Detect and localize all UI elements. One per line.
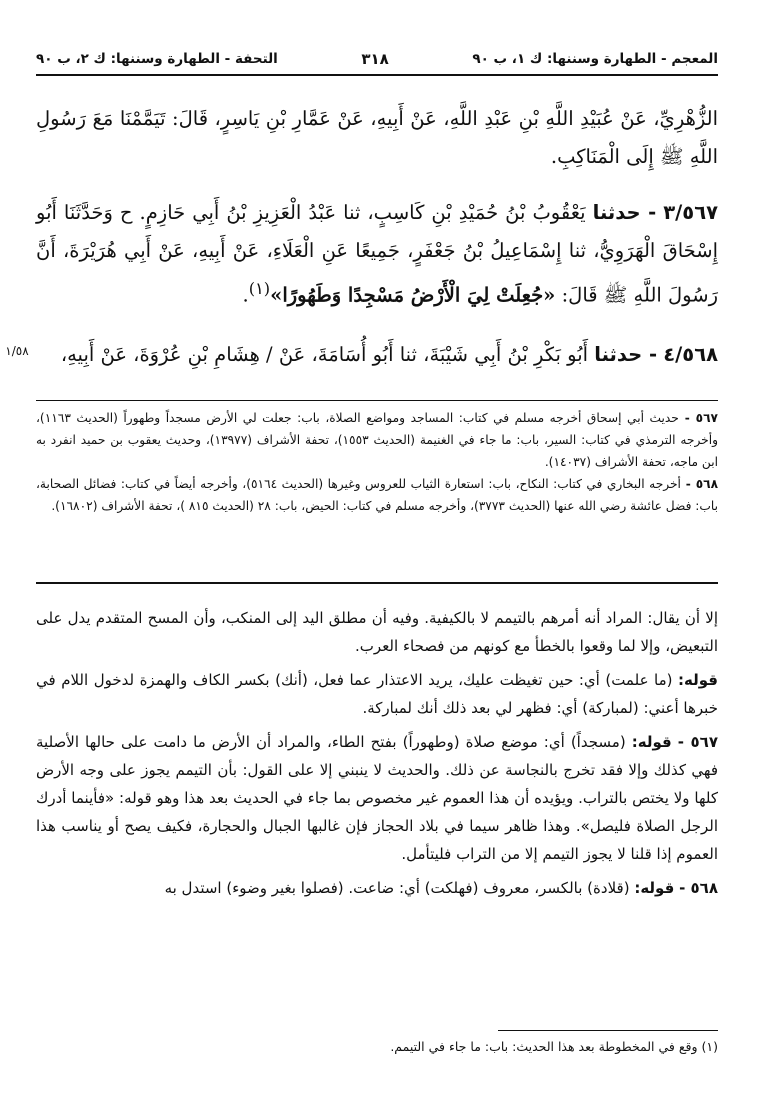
commentary-568-number: ٥٦٨ - xyxy=(679,879,718,897)
takhrij-568-number: ٥٦٨ xyxy=(695,477,719,491)
footnote-marker: (١) xyxy=(248,279,271,298)
takhrij-568-text: أخرجه البخاري في كتاب: النكاح، باب: استعارة الثياب للعروس وغيرها (الحديث ٥١٦٤)، وأخرجه أيضاً في كتاب: فضائل الصحابة، باب: فضل عائشة رضي الله عنها (الحديث ٣٧٧٣)، وأخرجه مسلم في كتاب: الحيض، باب: ٢٨ (الحديث ٨١٥ )، تحفة الأشراف (١٦٨٠٢). xyxy=(36,477,718,513)
section-divider xyxy=(36,582,718,584)
hadith-567-number: ٣/٥٦٧ xyxy=(663,201,719,224)
takhrij-567-text: حديث أبي إسحاق أخرجه مسلم في كتاب: المساجد ومواضع الصلاة، باب: جعلت لي الأرض مسجداً وطهوراً (الحديث ١١٦٣)، وأخرجه الترمذي في كتاب: السير، باب: ما جاء في الغنيمة (الحديث ١٥٥٣)، تحفة الأشراف (١٣٩٧٧)، وحديث يعقوب بن حميد انفرد به ابن ماجه، تحفة الأشراف (١٤٠٣٧). xyxy=(36,411,718,469)
takhrij-568: ٥٦٨ - أخرجه البخاري في كتاب: النكاح، باب: استعارة الثياب للعروس وغيرها (الحديث ٥١٦٤)، وأخرجه أيضاً في كتاب: فضائل الصحابة، باب: فضل عائشة رضي الله عنها (الحديث ٣٧٧٣)، وأخرجه مسلم في كتاب: الحيض، باب: ٢٨ (الحديث ٨١٥ )، تحفة الأشراف (١٦٨٠٢). xyxy=(36,477,719,513)
footnote-rule xyxy=(498,1030,718,1031)
commentary-567-number: ٥٦٧ - xyxy=(677,733,718,751)
hadith-566-end: الزُّهْرِيِّ، عَنْ عُبَيْدِ اللَّهِ بْنِ عَبْدِ اللَّهِ، عَنْ أَبِيهِ، عَنْ عَمَّارِ بْنِ يَاسِرٍ، قَالَ: تَيَمَّمْنَا مَعَ رَسُولِ اللَّهِ ﷺ إِلَى الْمَنَاكِبِ. xyxy=(36,107,718,168)
manuscript-folio-note: ١/٥٨ xyxy=(5,344,29,358)
hadith-568-isnad: أَبُو بَكْرِ بْنُ أَبِي شَيْبَةَ، ثنا أَبُو أُسَامَةَ، عَنْ / هِشَامِ بْنِ عُرْوَةَ، عَنْ أَبِيهِ، xyxy=(60,343,589,366)
takhrij-567: ٥٦٧ - حديث أبي إسحاق أخرجه مسلم في كتاب: المساجد ومواضع الصلاة، باب: جعلت لي الأرض مسجداً وطهوراً (الحديث ١١٦٣)، وأخرجه الترمذي في كتاب: السير، باب: ما جاء في الغنيمة (الحديث ١٥٥٣)، تحفة الأشراف (١٣٩٧٧)، وحديث يعقوب بن حميد انفرد به ابن ماجه، تحفة الأشراف (١٤٠٣٧). xyxy=(36,411,718,469)
commentary-label: قوله: xyxy=(631,733,672,751)
footnote-section xyxy=(36,1036,718,1058)
running-header xyxy=(36,44,718,76)
commentary-text: (ما علمت) أي: حين تغيظت عليك، يريد الاعتذار عما فعل، (أنك) بكسر الكاف والهمزة لدخول اللام في خبرها أعني: (لمباركة) أي: فظهر لي بعد ذلك أنك لمباركة. xyxy=(36,671,718,717)
header-right-title: المعجم - الطهارة وسننها: ك ١، ب ٩٠ xyxy=(472,51,718,67)
hadith-568: ٤/٥٦٨ - حدثنا أَبُو بَكْرِ بْنُ أَبِي شَيْبَةَ، ثنا أَبُو أُسَامَةَ، عَنْ / هِشَامِ بْنِ عُرْوَةَ، عَنْ أَبِيهِ، xyxy=(60,343,718,366)
commentary-section xyxy=(36,604,718,908)
hadith-568-haddathana: حدثنا xyxy=(594,343,643,366)
hadith-567-matn: «جُعِلَتْ لِيَ الْأَرْضُ مَسْجِدًا وَطَهُورًا» xyxy=(270,283,556,307)
hadith-567: ٣/٥٦٧ - حدثنا يَعْقُوبُ بْنُ حُمَيْدِ بْنِ كَاسِبٍ، ثنا عَبْدُ الْعَزِيزِ بْنُ أَبِي حَازِمٍ. ح وَحَدَّثَنَا أَبُو إِسْحَاقَ الْهَرَوِيُّ، ثنا إِسْمَاعِيلُ بْنُ جَعْفَرٍ، جَمِيعًا عَنِ الْعَلَاءِ، عَنْ أَبِيهِ، عَنْ أَبِي هُرَيْرَةَ، أَنَّ رَسُولَ اللَّهِ ﷺ قَالَ: «جُعِلَتْ لِيَ الْأَرْضُ مَسْجِدًا وَطَهُورًا»$^{(١)}$. xyxy=(36,201,719,307)
takhrij-567-number: ٥٦٧ xyxy=(695,411,718,425)
commentary-label: قوله: xyxy=(634,879,675,897)
commentary-568 xyxy=(36,874,718,902)
header-left-title: التحفة - الطهارة وسننها: ك ٢، ب ٩٠ xyxy=(36,51,278,67)
hadith-567-haddathana: حدثنا xyxy=(592,201,641,224)
hadith-567-isnad: يَعْقُوبُ بْنُ حُمَيْدِ بْنِ كَاسِبٍ، ثنا عَبْدُ الْعَزِيزِ بْنُ أَبِي حَازِمٍ. ح وَحَدَّثَنَا أَبُو إِسْحَاقَ الْهَرَوِيُّ، ثنا إِسْمَاعِيلُ بْنُ جَعْفَرٍ، جَمِيعًا عَنِ الْعَلَاءِ، عَنْ أَبِيهِ، عَنْ أَبِي هُرَيْرَةَ، أَنَّ رَسُولَ اللَّهِ ﷺ قَالَ: xyxy=(36,201,718,307)
footnote-1: (١) وقع في المخطوطة بعد هذا الحديث: باب: ما جاء في التيمم. xyxy=(390,1039,718,1054)
hadith-text-continuation xyxy=(36,100,718,176)
takhrij-section xyxy=(36,400,718,517)
page-number: ٣١٨ xyxy=(361,50,389,68)
commentary-label: قوله: xyxy=(678,671,718,689)
hadith-568-number: ٤/٥٦٨ xyxy=(663,343,718,366)
commentary-paragraph-1: إلا أن يقال: المراد أنه أمرهم بالتيمم لا بالكيفية. وفيه أن مطلق اليد إلى المنكب، وأن المسح المتقدم يدل على التبعيض، وإلا لما وقعوا بالخطأ مع كونهم من فصحاء العرب. xyxy=(36,609,718,655)
commentary-text: (مسجداً) أي: موضع صلاة (وطهوراً) بفتح الطاء، والمراد أن الأرض ما دامت على حالها الأصلية فهي كذلك وإلا فقد تخرج بالنجاسة عن ذلك. والحديث لا ينبني إلا على القول: بأن التيمم يجوز على وجه الأرض كلها ولا يختص بالتراب. ويؤيده أن هذا العموم غير مخصوص بما جاء في الحديث بعد هذا وهو قوله: «فأينما أدرك الرجل الصلاة فليصل». وهذا ظاهر سيما في بلاد الحجاز فإن غالبها الجبال والحجارة، فكيف يصح أو يناسب هذا العموم إذا قلنا لا يجوز التيمم إلا من التراب فليتأمل. xyxy=(36,733,718,863)
commentary-567 xyxy=(36,728,718,868)
commentary-paragraph-2 xyxy=(36,666,718,722)
commentary-text: (قلادة) بالكسر، معروف (فهلكت) أي: ضاعت. (فصلوا بغير وضوء) استدل به xyxy=(164,879,630,897)
